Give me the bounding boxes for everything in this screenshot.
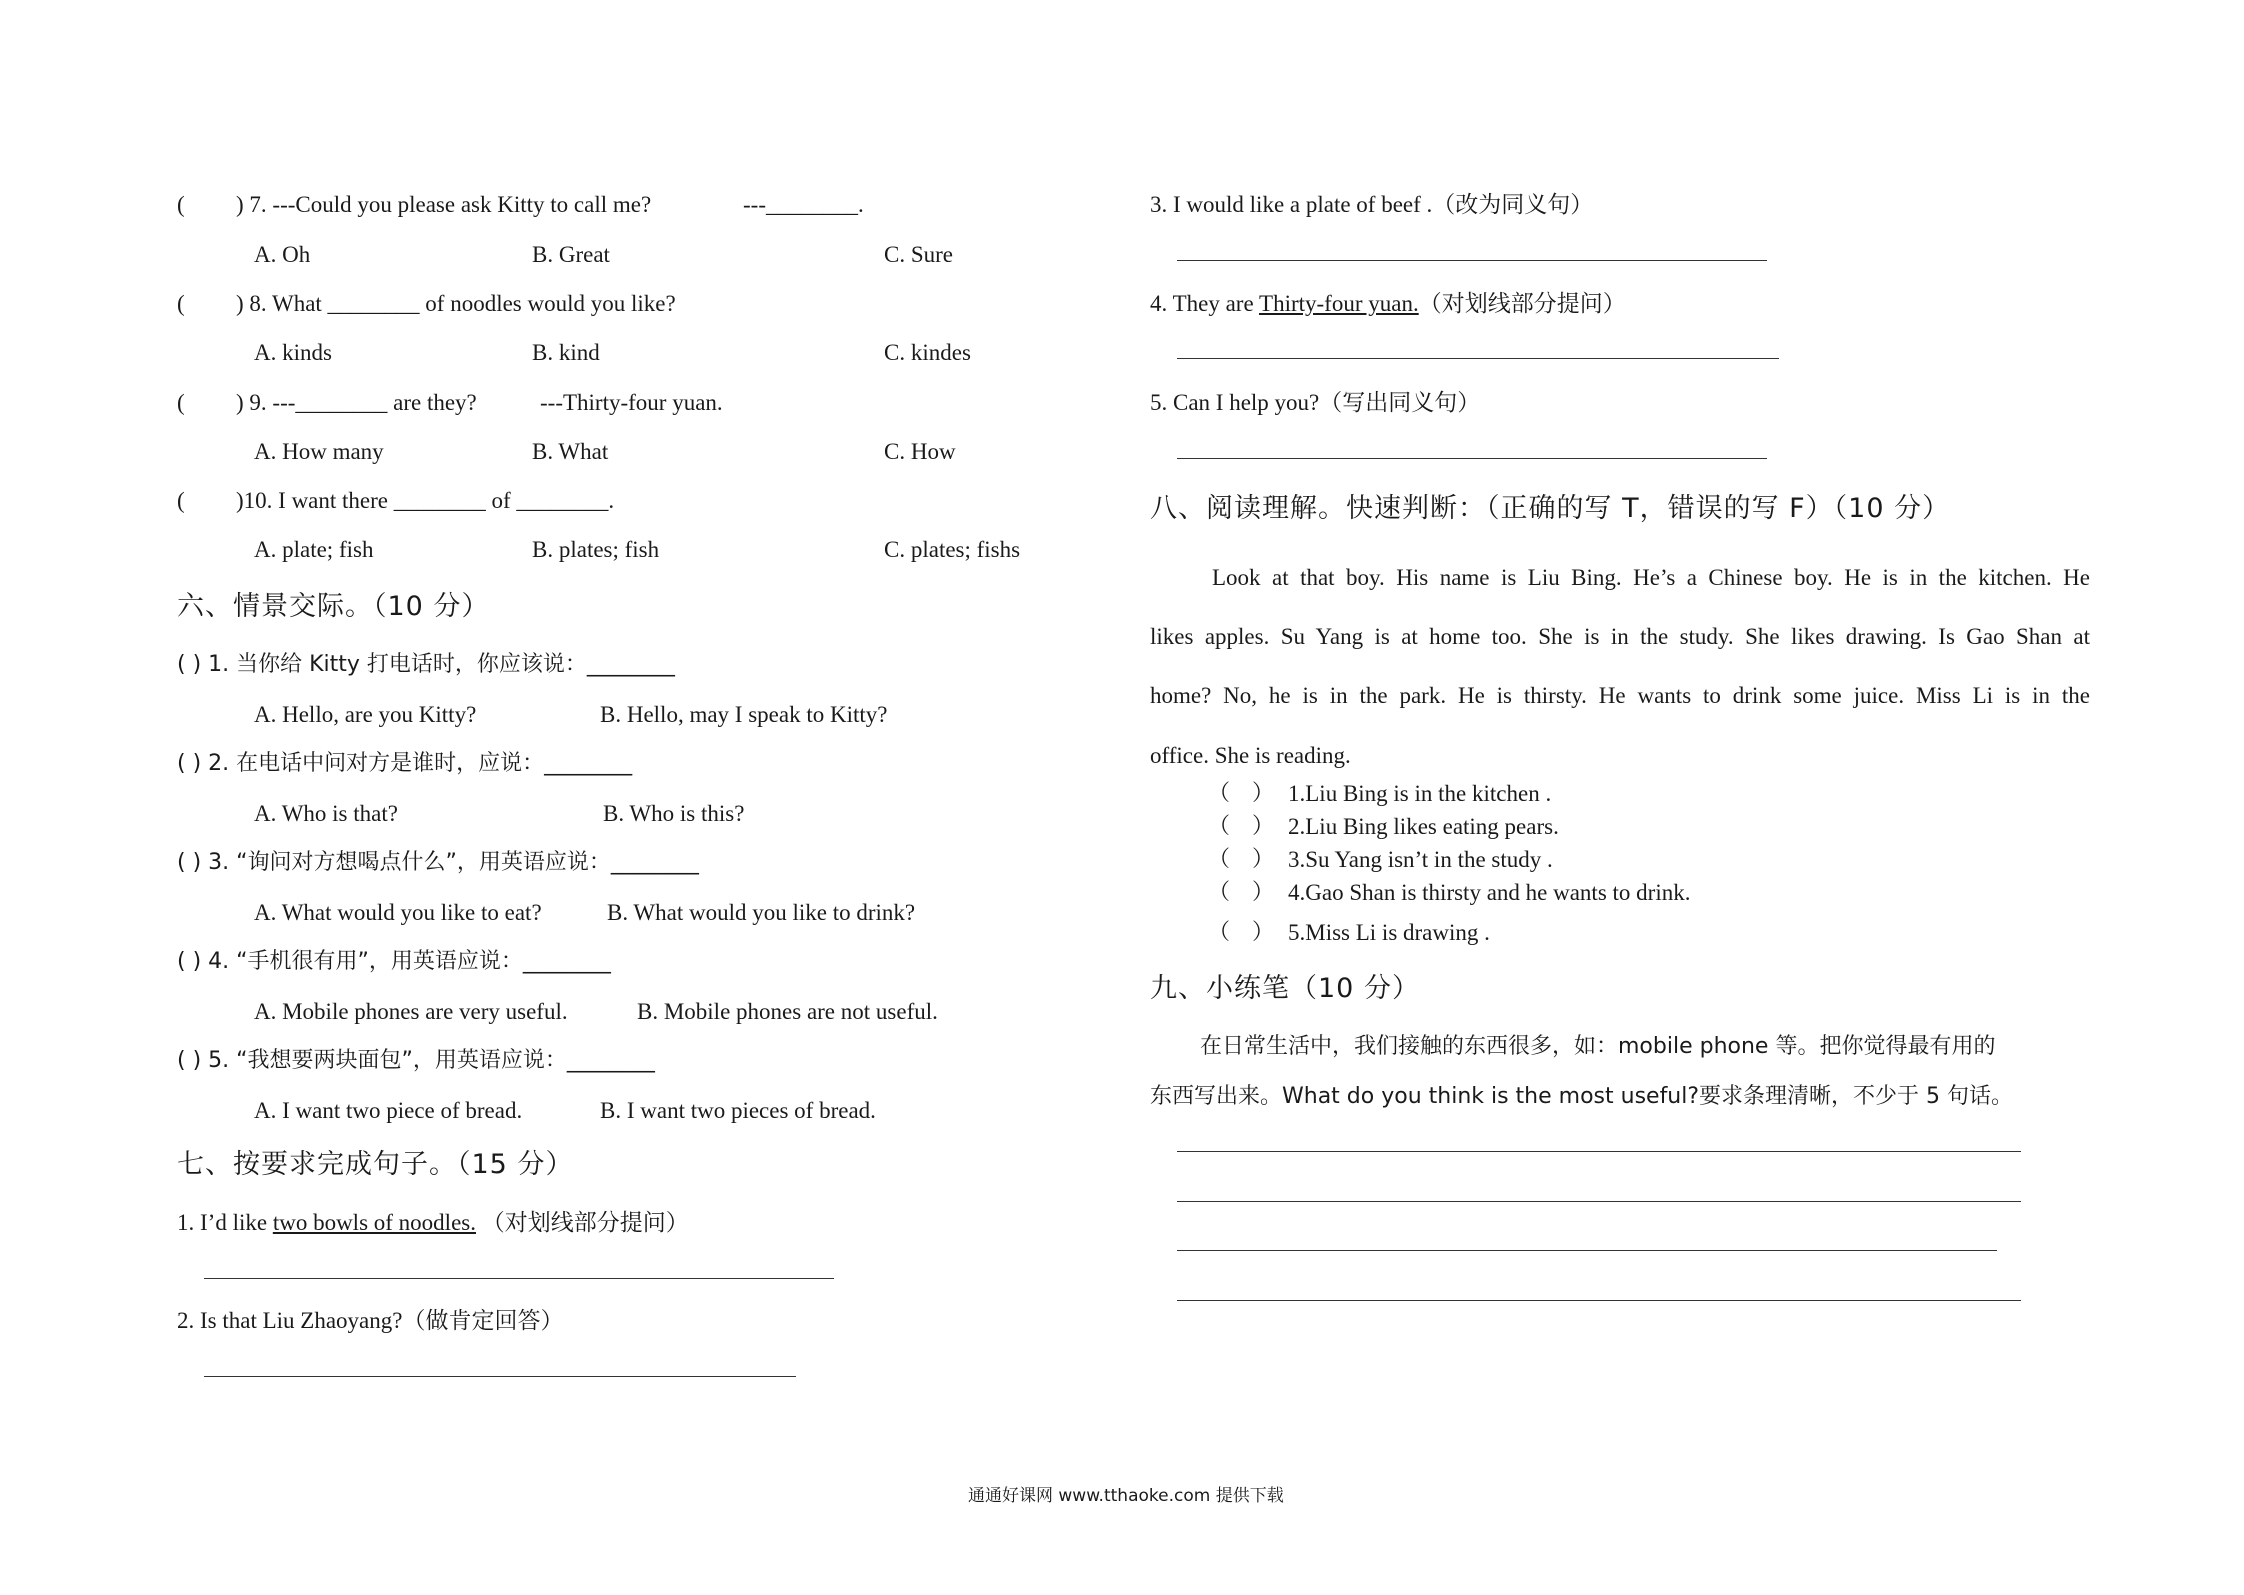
judgement-3-paren-close: ）	[1252, 847, 1275, 872]
s6-option-4b: B. Mobile phones are not useful.	[637, 999, 938, 1024]
s7-question-5: 5. Can I help you?（写出同义句）	[1150, 390, 1481, 415]
option-9b: B. What	[532, 439, 609, 464]
question-7: ) 7. ---Could you please ask Kitty to call me?	[236, 192, 652, 217]
passage-line-4: office. She is reading.	[1150, 743, 1351, 768]
section-8-title: 八、阅读理解。快速判断：（正确的写 T，错误的写 F）（10 分）	[1150, 493, 1951, 524]
s6-question-4: ( ) 4. “手机很有用”，用英语应说：________	[177, 949, 611, 974]
option-8a: A. kinds	[254, 340, 332, 365]
judgement-5: 5.Miss Li is drawing .	[1288, 920, 1490, 945]
s9-writing-line-4[interactable]	[1177, 1300, 2021, 1301]
s6-option-5a: A. I want two piece of bread.	[254, 1098, 523, 1123]
s7-answer-line-4[interactable]	[1177, 358, 1779, 359]
option-10a: A. plate; fish	[254, 537, 374, 562]
s7-q1-prefix: 1. I’d like	[177, 1210, 273, 1235]
question-8: ) 8. What ________ of noodles would you like?	[236, 291, 676, 316]
s7-answer-line-3[interactable]	[1177, 260, 1767, 261]
judgement-2: 2.Liu Bing likes eating pears.	[1288, 814, 1559, 839]
s6-question-3: ( ) 3. “询问对方想喝点什么”，用英语应说：________	[177, 850, 699, 875]
s6-option-2a: A. Who is that?	[254, 801, 398, 826]
s7-q1-underlined: two bowls of noodles.	[272, 1210, 476, 1235]
question-7-answer-blank: ---________.	[743, 192, 864, 217]
section-7-title: 七、按要求完成句子。（15 分）	[177, 1149, 574, 1180]
judgement-4-paren-close: ）	[1252, 880, 1275, 905]
s6-option-3b: B. What would you like to drink?	[607, 900, 916, 925]
passage-line-2: likes apples. Su Yang is at home too. She is in the study. She likes drawing. Is Gao Shan at	[1150, 624, 2090, 649]
judgement-4-paren-open: （	[1208, 880, 1231, 905]
option-10b: B. plates; fish	[532, 537, 660, 562]
section-9-title: 九、小练笔（10 分）	[1150, 973, 1420, 1004]
s9-prompt-line-2: 东西写出来。What do you think is the most useful?要求条理清晰，不少于 5 句话。	[1150, 1084, 2014, 1109]
s7-q1-instruction: （对划线部分提问）	[475, 1210, 689, 1235]
judgement-4: 4.Gao Shan is thirsty and he wants to drink.	[1288, 880, 1691, 905]
s6-option-1b: B. Hello, may I speak to Kitty?	[600, 702, 888, 727]
s7-q4-prefix: 4. They are	[1150, 291, 1260, 316]
option-8c: C. kindes	[884, 340, 971, 365]
judgement-1-paren-open: （	[1208, 781, 1231, 806]
option-7a: A. Oh	[254, 242, 311, 267]
s7-question-1	[177, 1208, 689, 1238]
s7-question-3: 3. I would like a plate of beef .（改为同义句）	[1150, 192, 1594, 217]
s7-question-4	[1150, 289, 1626, 319]
paren-q8: (	[177, 291, 185, 316]
option-9c: C. How	[884, 439, 956, 464]
s9-writing-line-1[interactable]	[1177, 1151, 2021, 1152]
option-8b: B. kind	[532, 340, 600, 365]
question-9: ) 9. ---________ are they?	[236, 390, 477, 415]
question-10: )10. I want there ________ of ________.	[236, 488, 615, 513]
passage-line-1: Look at that boy. His name is Liu Bing. He’s a Chinese boy. He is in the kitchen. He	[1212, 565, 2090, 590]
s6-question-5: ( ) 5. “我想要两块面包”，用英语应说：________	[177, 1048, 655, 1073]
judgement-3: 3.Su Yang isn’t in the study .	[1288, 847, 1553, 872]
judgement-2-paren-close: ）	[1252, 814, 1275, 839]
option-7b: B. Great	[532, 242, 610, 267]
option-9a: A. How many	[254, 439, 384, 464]
s9-writing-line-3[interactable]	[1177, 1250, 1997, 1251]
passage-line-3: home? No, he is in the park. He is thirsty. He wants to drink some juice. Miss Li is in the	[1150, 683, 2090, 708]
s6-option-5b: B. I want two pieces of bread.	[600, 1098, 876, 1123]
s7-answer-line-2[interactable]	[204, 1376, 796, 1377]
s6-option-1a: A. Hello, are you Kitty?	[254, 702, 477, 727]
option-10c: C. plates; fishs	[884, 537, 1021, 562]
s6-option-2b: B. Who is this?	[603, 801, 745, 826]
s6-option-4a: A. Mobile phones are very useful.	[254, 999, 568, 1024]
s7-q4-instruction: （对划线部分提问）	[1418, 291, 1626, 316]
paren-q9: (	[177, 390, 185, 415]
judgement-1-paren-close: ）	[1252, 781, 1275, 806]
s6-option-3a: A. What would you like to eat?	[254, 900, 542, 925]
paren-q7: (	[177, 192, 185, 217]
s7-answer-line-5[interactable]	[1177, 458, 1767, 459]
option-7c: C. Sure	[884, 242, 953, 267]
s6-question-2: ( ) 2. 在电话中问对方是谁时，应说：________	[177, 751, 633, 776]
footer-source: 通通好课网 www.tthaoke.com 提供下载	[968, 1486, 1284, 1506]
s9-prompt-line-1: 在日常生活中，我们接触的东西很多，如：mobile phone 等。把你觉得最有用的	[1200, 1034, 1996, 1059]
judgement-1: 1.Liu Bing is in the kitchen .	[1288, 781, 1552, 806]
section-6-title: 六、情景交际。（10 分）	[177, 591, 490, 622]
judgement-5-paren-close: ）	[1252, 920, 1275, 945]
judgement-3-paren-open: （	[1208, 847, 1231, 872]
question-9-answer: ---Thirty-four yuan.	[540, 390, 723, 415]
s9-writing-line-2[interactable]	[1177, 1201, 2021, 1202]
s7-answer-line-1[interactable]	[204, 1278, 834, 1279]
s7-question-2: 2. Is that Liu Zhaoyang?（做肯定回答）	[177, 1308, 564, 1333]
judgement-2-paren-open: （	[1208, 814, 1231, 839]
judgement-5-paren-open: （	[1208, 920, 1231, 945]
s6-question-1: ( ) 1. 当你给 Kitty 打电话时，你应该说：________	[177, 652, 675, 677]
paren-q10: (	[177, 488, 185, 513]
s7-q4-underlined: Thirty-four yuan.	[1259, 291, 1419, 316]
